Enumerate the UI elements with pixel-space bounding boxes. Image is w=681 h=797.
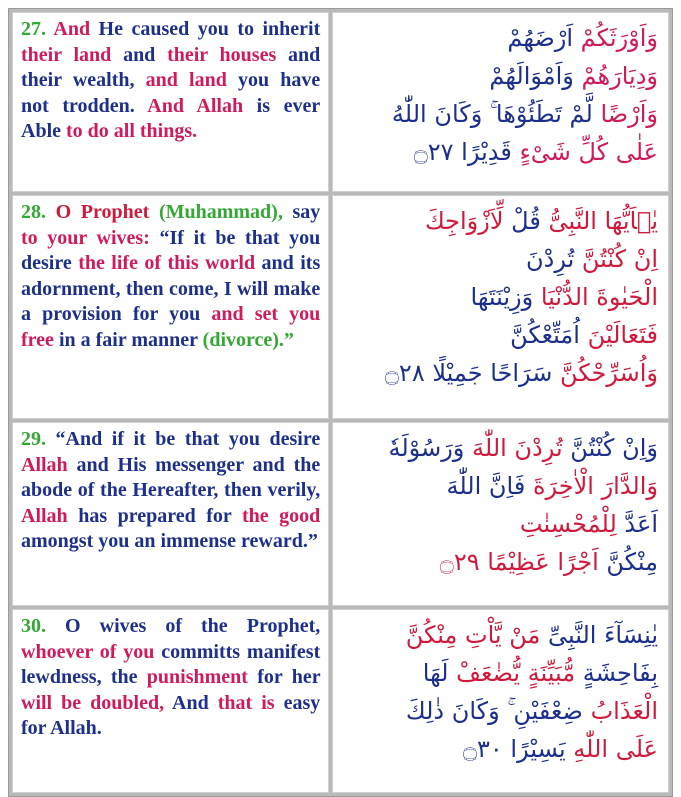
arabic-cell — [332, 12, 669, 192]
text-segment: عَلٰى كُلِّ شَىْءٍ — [519, 138, 658, 166]
verse-row-28 — [12, 195, 669, 419]
text-segment: يَسِيْرًا ۝٣٠ — [462, 735, 574, 763]
text-segment: 29. — [21, 428, 46, 450]
text-segment: وَاَمْوَالَهُمْ — [489, 62, 582, 90]
arabic-line — [343, 654, 658, 692]
text-segment: their houses — [155, 43, 289, 66]
text-segment: وَاُسَرِّحْكُنَّ — [560, 359, 658, 387]
text-segment: O Prophet — [46, 201, 159, 223]
text-segment: (Muhammad), — [158, 201, 283, 223]
text-segment: مِنْكُنَّ — [606, 548, 658, 576]
text-segment: الْعَذَابُ — [590, 697, 658, 725]
text-segment: بِفَاحِشَةٍ — [582, 659, 658, 687]
text-segment: اُمَتِّعْكُنَّ — [510, 321, 588, 349]
arabic-line — [343, 467, 658, 505]
text-segment: He caused you to inherit — [98, 18, 321, 40]
text-segment: and set you free — [21, 303, 321, 351]
text-segment: وَدِيَارَهُمْ — [581, 62, 658, 90]
text-segment: اَرْضَهُمْ — [507, 24, 581, 52]
text-segment: لَّمْ تَطَئُوْهَا ۚ وَكَانَ اللّٰهُ — [391, 100, 601, 128]
text-segment: 28. — [21, 201, 46, 223]
arabic-cell — [332, 422, 669, 606]
text-segment: in a fair manner — [53, 328, 198, 351]
text-segment: عَلَى اللّٰهِ — [573, 735, 658, 763]
text-segment: their land — [21, 43, 124, 66]
arabic-line — [343, 240, 658, 278]
text-segment: يٰۤاَيُّهَا النَّبِىُّ — [548, 207, 658, 235]
verse-row-27 — [12, 12, 669, 192]
arabic-line — [343, 692, 658, 730]
text-segment: تُرِدْنَ اللّٰهَ — [472, 434, 571, 462]
text-segment: Allah — [21, 504, 68, 527]
text-segment: to do all things. — [61, 120, 198, 142]
arabic-line — [343, 202, 658, 240]
text-segment: وَاِنْ كُنْتُنَّ — [570, 434, 658, 462]
text-segment: will be doubled, — [21, 691, 165, 714]
arabic-line — [343, 730, 658, 768]
text-segment: مُّبَيِّنَةٍ يُّضٰعَفْ — [456, 659, 583, 687]
text-segment: the good — [231, 504, 321, 527]
arabic-line — [343, 429, 658, 467]
text-segment: the life of this world — [71, 252, 256, 274]
text-segment: وَاَرْضًا — [600, 100, 658, 128]
text-segment: has prepared for — [67, 504, 232, 527]
text-segment: And — [164, 691, 209, 714]
text-segment: فَاِنَّ اللّٰهَ — [446, 472, 533, 500]
text-segment: is ever Able — [21, 94, 321, 142]
text-segment: وَرَسُوْلَهٗ — [388, 434, 472, 462]
arabic-line — [343, 505, 658, 543]
text-segment: 30. — [21, 615, 46, 637]
english-cell — [12, 609, 329, 793]
arabic-cell — [332, 609, 669, 793]
text-segment: that is — [208, 691, 275, 714]
text-segment: you have not trodden. — [21, 69, 321, 117]
text-segment: 27. — [21, 18, 46, 40]
arabic-line — [343, 57, 658, 95]
english-cell — [12, 12, 329, 192]
text-segment: committs manifest lewdness, the — [21, 640, 321, 688]
arabic-line — [343, 316, 658, 354]
english-cell — [12, 422, 329, 606]
text-segment: for her — [247, 666, 321, 688]
text-segment: اِنْ كُنْتُنَّ — [581, 245, 658, 273]
text-segment: and its adornment, then come, I will make a provision for you — [21, 252, 321, 325]
text-segment: easy for Allah. — [21, 691, 321, 739]
arabic-line — [343, 95, 658, 133]
text-segment: قَدِيْرًا ۝٢٧ — [413, 138, 520, 166]
text-segment: And — [46, 18, 99, 40]
text-segment: punishment — [137, 666, 248, 688]
text-segment: لِّاَزْوَاجِكَ — [424, 207, 512, 235]
text-segment: to your wives: — [21, 226, 150, 249]
text-segment: يٰنِسَآءَ النَّبِىِّ — [547, 621, 658, 649]
verse-row-29 — [12, 422, 669, 606]
text-segment: فَتَعَالَيْنَ — [587, 321, 658, 349]
text-segment: “And if it be that you desire — [46, 428, 321, 450]
text-segment: amongst you an immense reward.” — [21, 530, 318, 552]
text-segment: وَزِيْنَتَهَا — [470, 283, 541, 311]
arabic-line — [343, 616, 658, 654]
arabic-line — [343, 19, 658, 57]
text-segment: اَجْرًا عَظِيْمًا ۝٢٩ — [439, 548, 607, 576]
text-segment: and His messenger and the abode of the Hereafter, then verily, — [21, 453, 321, 501]
text-segment: and land — [134, 69, 238, 91]
text-segment: وَاَوْرَثَكُمْ — [580, 24, 658, 52]
text-segment: (divorce).” — [197, 328, 294, 351]
text-segment: اَعَدَّ — [624, 510, 658, 538]
english-cell — [12, 195, 329, 419]
text-segment: ضِعْفَيْنِ ۚ وَكَانَ ذٰلِكَ — [405, 697, 591, 725]
text-segment: and — [123, 43, 156, 66]
arabic-line — [343, 543, 658, 581]
verses-table — [8, 8, 673, 797]
text-segment: لَهَا — [422, 659, 457, 687]
text-segment: الْحَيٰوةَ الدُّنْيَا — [540, 283, 658, 311]
text-segment: and their wealth, — [21, 43, 321, 91]
arabic-line — [343, 133, 658, 171]
text-segment: سَرَاحًا جَمِيْلًا ۝٢٨ — [384, 359, 561, 387]
text-segment: لِلْمُحْسِنٰتِ — [519, 510, 625, 538]
text-segment: O wives of the Prophet, — [46, 615, 321, 637]
text-segment: whoever of you — [21, 640, 155, 663]
text-segment: تُرِدْنَ — [526, 245, 582, 273]
arabic-line — [343, 278, 658, 316]
text-segment: وَالدَّارَ الْاٰخِرَةَ — [532, 472, 658, 500]
text-segment: say — [282, 201, 321, 223]
text-segment: مَنْ يَّاْتِ مِنْكُنَّ — [405, 621, 548, 649]
text-segment: And Allah — [134, 94, 257, 117]
verse-row-30 — [12, 609, 669, 793]
arabic-line — [343, 354, 658, 392]
text-segment: Allah — [21, 453, 68, 476]
arabic-cell — [332, 195, 669, 419]
text-segment: قُلْ — [511, 207, 549, 235]
text-segment: “If it be that you desire — [21, 226, 321, 274]
